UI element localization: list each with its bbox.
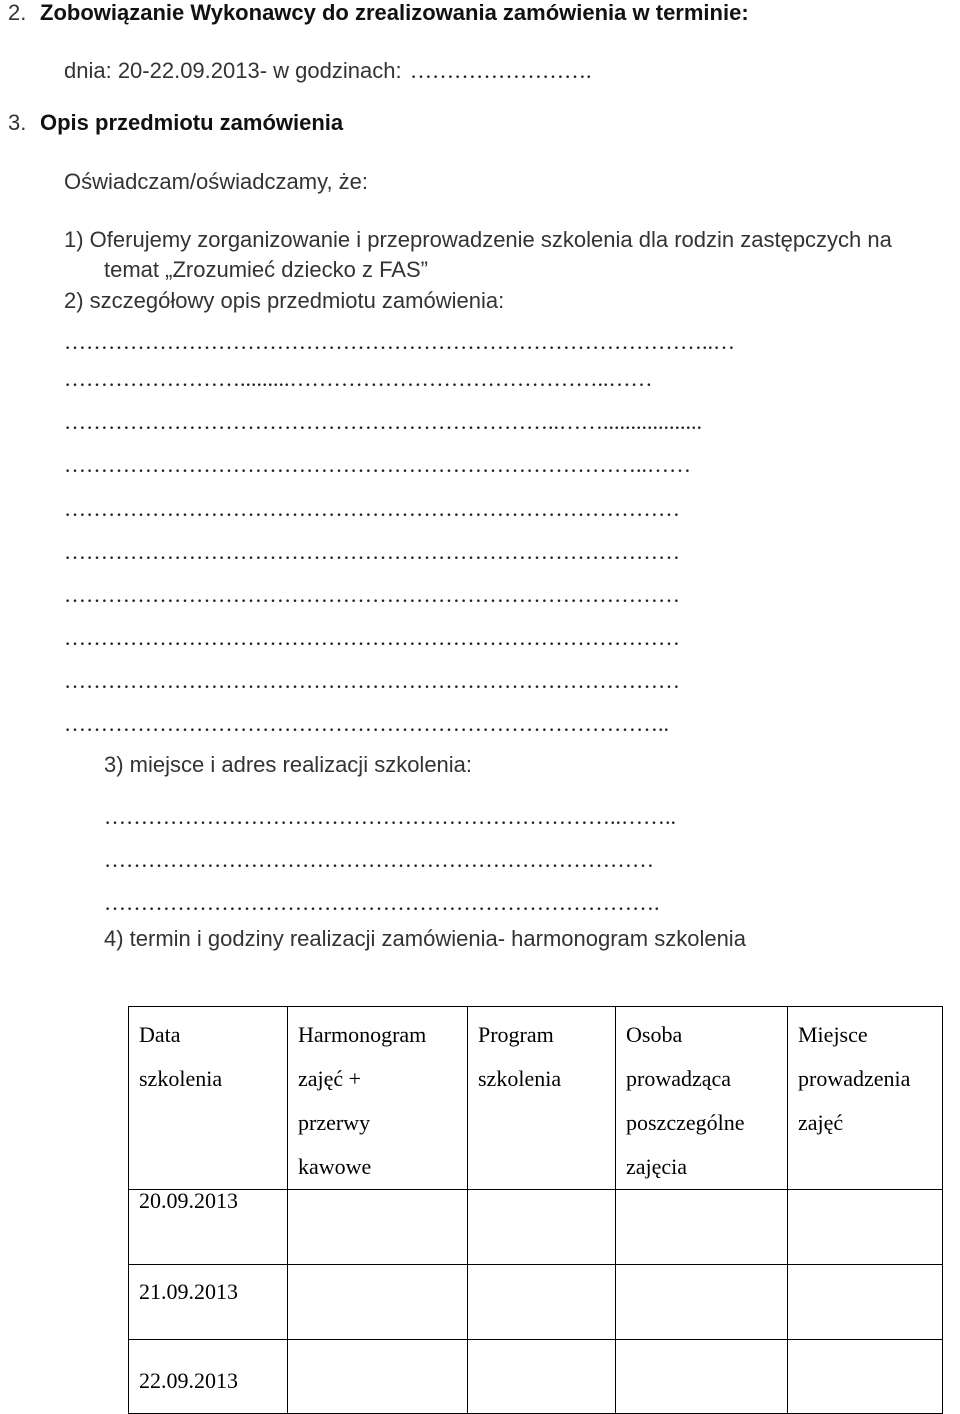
description-fill-line: ………………………………………………………………………… xyxy=(64,627,680,649)
header-text: poszczególne xyxy=(626,1110,745,1135)
header-text: zajęcia xyxy=(626,1154,688,1179)
table-cell xyxy=(468,1190,616,1265)
header-cell-program xyxy=(468,1007,616,1190)
description-fill-line: ……………………………………………………………………………..… xyxy=(64,331,735,353)
date-cell xyxy=(129,1265,288,1340)
description-fill-line: ………………………………………………………………………… xyxy=(64,584,680,606)
description-fill-line: ………………………………………………………………………… xyxy=(64,498,680,520)
description-fill-line: ………………………………………………………………………… xyxy=(64,670,680,692)
section-3-heading: Opis przedmiotu zamówienia xyxy=(40,110,344,135)
header-text: szkolenia xyxy=(139,1066,223,1091)
header-text: Data xyxy=(139,1022,181,1047)
section-2-number: 2. xyxy=(8,0,27,25)
address-fill-line: ……………………………………………………………..…….. xyxy=(104,806,676,828)
header-text: szkolenia xyxy=(478,1066,562,1091)
header-text: Miejsce xyxy=(798,1022,868,1047)
header-cell-instructor xyxy=(616,1007,788,1190)
table-cell xyxy=(616,1190,788,1265)
description-fill-line: …………………….........……………………………………..…… xyxy=(64,368,653,390)
description-fill-line: ………………………………………………………………………… xyxy=(64,541,680,563)
description-fill-line: ……………………………………………………………………….. xyxy=(64,713,669,735)
item-2-label: 2) szczegółowy opis przedmiotu zamówienia: xyxy=(64,288,505,313)
item-4-label: 4) termin i godziny realizacji zamówienia- harmonogram szkolenia xyxy=(104,926,746,951)
declaration-text: Oświadczam/oświadczamy, że: xyxy=(64,169,369,194)
header-text: prowadząca xyxy=(626,1066,732,1091)
table-cell xyxy=(616,1265,788,1340)
table-cell xyxy=(468,1340,616,1414)
table-cell xyxy=(288,1265,468,1340)
table-cell xyxy=(616,1340,788,1414)
date-cell xyxy=(129,1340,288,1414)
header-cell-location xyxy=(788,1007,943,1190)
header-cell-schedule xyxy=(288,1007,468,1190)
header-text: zajęć + xyxy=(298,1066,362,1091)
table-cell xyxy=(288,1190,468,1265)
header-text: przerwy xyxy=(298,1110,371,1135)
table-row xyxy=(129,1340,943,1414)
table-cell xyxy=(468,1265,616,1340)
address-fill-line: …………………………………………………………………. xyxy=(104,892,660,914)
header-text: zajęć xyxy=(798,1110,844,1135)
date-cell xyxy=(129,1190,288,1265)
header-text: kawowe xyxy=(298,1154,372,1179)
header-cell-date xyxy=(129,1007,288,1190)
address-fill-line: ………………………………………………………………… xyxy=(104,849,654,871)
section-2-dates-fill: ……………………. xyxy=(410,60,592,82)
table-header-row xyxy=(129,1007,943,1190)
schedule-table xyxy=(128,1006,943,1414)
item-1-line-2: temat „Zrozumieć dziecko z FAS” xyxy=(104,257,428,282)
header-text: Program xyxy=(478,1022,554,1047)
description-fill-line: ……………………………………………………………………..…… xyxy=(64,454,691,476)
description-fill-line: …………………………………………………………..…….................. xyxy=(64,411,702,433)
item-3-label: 3) miejsce i adres realizacji szkolenia: xyxy=(104,752,473,777)
section-3-number: 3. xyxy=(8,110,27,135)
header-text: Harmonogram xyxy=(298,1022,427,1047)
header-text: Osoba xyxy=(626,1022,683,1047)
section-2-dates: dnia: 20-22.09.2013- w godzinach: xyxy=(64,58,402,83)
table-cell xyxy=(788,1190,943,1265)
table-cell xyxy=(788,1265,943,1340)
table-row xyxy=(129,1265,943,1340)
table-cell xyxy=(288,1340,468,1414)
table-cell xyxy=(788,1340,943,1414)
table-row xyxy=(129,1190,943,1265)
date-text: 21.09.2013 xyxy=(139,1279,238,1304)
header-text: prowadzenia xyxy=(798,1066,911,1091)
section-2-heading: Zobowiązanie Wykonawcy do zrealizowania zamówienia w terminie: xyxy=(40,0,749,25)
date-text: 22.09.2013 xyxy=(139,1368,238,1393)
date-text: 20.09.2013 xyxy=(139,1188,238,1213)
item-1-line-1: 1) Oferujemy zorganizowanie i przeprowadzenie szkolenia dla rodzin zastępczych na xyxy=(64,227,892,252)
